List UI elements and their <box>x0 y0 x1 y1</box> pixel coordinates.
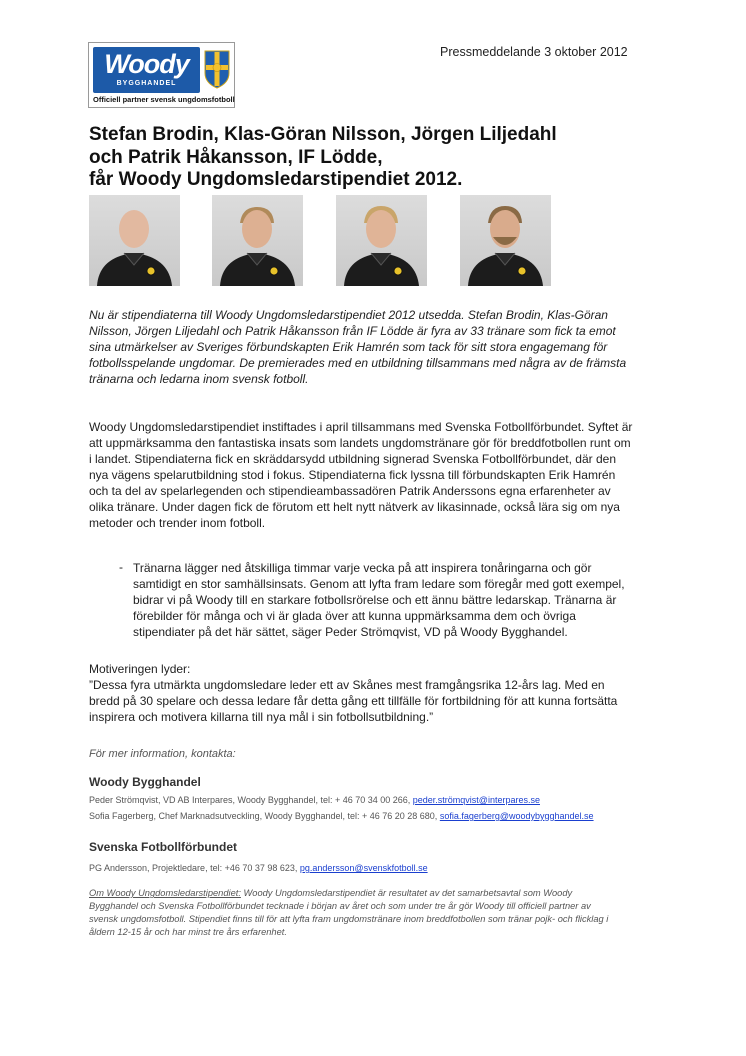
coach-photo-3 <box>336 195 427 286</box>
body-paragraph <box>89 419 669 531</box>
person-photo-icon <box>89 195 180 286</box>
contact-line <box>89 863 428 873</box>
contact-line <box>89 795 540 805</box>
contact-org-sff: Svenska Fotbollförbundet <box>89 840 238 854</box>
quote-line: samtidigt en stor samhällsinsats. Genom att lyfta fram ledare som föregår med gott exempel, <box>133 577 625 591</box>
contact-heading: För mer information, kontakta: <box>89 748 236 760</box>
coach-photo-4 <box>460 195 551 286</box>
body-line: olika tränare. Under dagen fick de förutom ett helt nytt nätverk av likasinnade, också lära sig om nya <box>89 500 620 514</box>
email-link[interactable]: pg.andersson@svenskfotboll.se <box>299 863 428 873</box>
contact-text: PG Andersson, Projektledare, tel: +46 70 37 98 623, <box>89 863 300 873</box>
motivation-line: ”Dessa fyra utmärkta ungdomsledare leder ett av Skånes mest framgångsrika 12-års lag. Med en <box>89 678 605 692</box>
about-text: Woody Ungdomsledarstipendiet är resultatet av det samarbetsavtal som Woody <box>240 888 573 898</box>
logo-sub: BYGGHANDEL <box>116 80 177 87</box>
intro-line: sina utmärkelser av Sveriges förbundskapten Erik Hamrén som tack för sitt stora engagemang för <box>89 340 608 354</box>
quote-paragraph <box>133 560 673 640</box>
logo-tagline: Officiell partner svensk ungdomsfotboll <box>93 95 235 104</box>
woody-logo <box>88 42 235 108</box>
intro-line: Nilsson, Jörgen Liljedahl och Patrik Håkansson från IF Lödde är fyra av 33 tränare som fick ta emot <box>89 324 616 338</box>
contact-line <box>89 811 594 821</box>
person-photo-icon <box>212 195 303 286</box>
intro-line: Nu är stipendiaterna till Woody Ungdomsledarstipendiet 2012 utsedda. Stefan Brodin, Klas-Göran <box>89 308 608 322</box>
about-line <box>89 887 669 900</box>
bullet-dash: - <box>119 560 123 574</box>
logo-wordmark: Woody <box>104 49 189 79</box>
body-line: och ta del av spelarlegenden och stipendieambassadören Patrik Anderssons egna erfarenheter av <box>89 484 611 498</box>
contact-org-woody: Woody Bygghandel <box>89 775 201 789</box>
about-line: svensk ungdomsfotboll. Stipendiet finns till för att lyfta fram ungdomstränare inom breddfotbollen som tränar pojk- och flicklag i <box>89 914 609 924</box>
intro-line: fotbollsspelande ungdomar. De premierades med en utbildning tillsammans med några av de främsta <box>89 356 627 370</box>
person-photo-icon <box>336 195 427 286</box>
motivation-line: Motiveringen lyder: <box>89 662 191 676</box>
about-line: åldern 12-15 år och har minst tre års erfarenhet. <box>89 927 287 937</box>
body-line: Woody Ungdomsledarstipendiet instiftades i april tillsammans med Svenska Fotbollförbundet. Syftet är <box>89 420 633 434</box>
contact-text: Sofia Fagerberg, Chef Marknadsutveckling, Woody Bygghandel, tel: + 46 76 20 28 680, <box>89 811 440 821</box>
motivation-paragraph <box>89 661 669 725</box>
body-line: i landet. Stipendiaterna fick en skräddarsydd utbildning signerad Svenska Fotbollförbundet, där den <box>89 452 616 466</box>
quote-line: bidrar vi på Woody till en starkare fotbollsrörelse och ett ännu bättre ledarskap. Tränarna är <box>133 593 617 607</box>
headline-line-1: Stefan Brodin, Klas-Göran Nilsson, Jörgen Liljedahl <box>89 124 557 145</box>
quote-line: förebilder för många och vi är glada över att kunna uppmärksamma dem och övriga <box>133 609 576 623</box>
swedish-fa-shield-icon <box>204 49 230 89</box>
about-paragraph <box>89 887 669 939</box>
intro-line: tränarna och ledarna inom svensk fotboll. <box>89 372 309 386</box>
logo-wordmark-panel <box>93 47 200 93</box>
motivation-line: inspirera och motivera killarna till nya mål i sin fotbollsutbildning.” <box>89 710 434 724</box>
body-line: att uppmärksamma den fantastiska insats som landets ungdomstränare gör för breddfotbollen runt om <box>89 436 631 450</box>
headline-line-2: och Patrik Håkansson, IF Lödde, <box>89 146 383 168</box>
body-line: metoder och trender inom fotboll. <box>89 516 266 530</box>
body-line: nya vägens spelarutbildning stod i fokus. Stipendiaterna fick lyssna till förbundskapten Erik Hamrén <box>89 468 616 482</box>
quote-line: stipendiater på det här sättet, säger Peder Strömqvist, VD på Woody Bygghandel. <box>133 625 568 639</box>
email-link[interactable]: peder.strömqvist@interpares.se <box>412 795 540 805</box>
coach-photo-2 <box>212 195 303 286</box>
page-title <box>89 124 689 192</box>
quote-line: Tränarna lägger ned åtskilliga timmar varje vecka på att inspirera tonåringarna och gör <box>133 561 592 575</box>
press-release-date: Pressmeddelande 3 oktober 2012 <box>440 45 628 59</box>
intro-paragraph <box>89 307 669 387</box>
about-label: Om Woody Ungdomsledarstipendiet: <box>89 888 241 898</box>
contact-text: Peder Strömqvist, VD AB Interpares, Woody Bygghandel, tel: + 46 70 34 00 266, <box>89 795 413 805</box>
person-photo-icon <box>460 195 551 286</box>
email-link[interactable]: sofia.fagerberg@woodybygghandel.se <box>439 811 594 821</box>
about-line: Bygghandel och Svenska Fotbollförbundet tecknade i början av året och som under tre år gör Woody till officiell partner av <box>89 901 591 911</box>
headline-line-3: får Woody Ungdomsledarstipendiet 2012. <box>89 169 463 190</box>
coach-photo-1 <box>89 195 180 286</box>
motivation-line: bredd på 30 spelare och dessa ledare får detta gång ett tillfälle för fortbildning för att kunna fortsätta <box>89 694 618 708</box>
